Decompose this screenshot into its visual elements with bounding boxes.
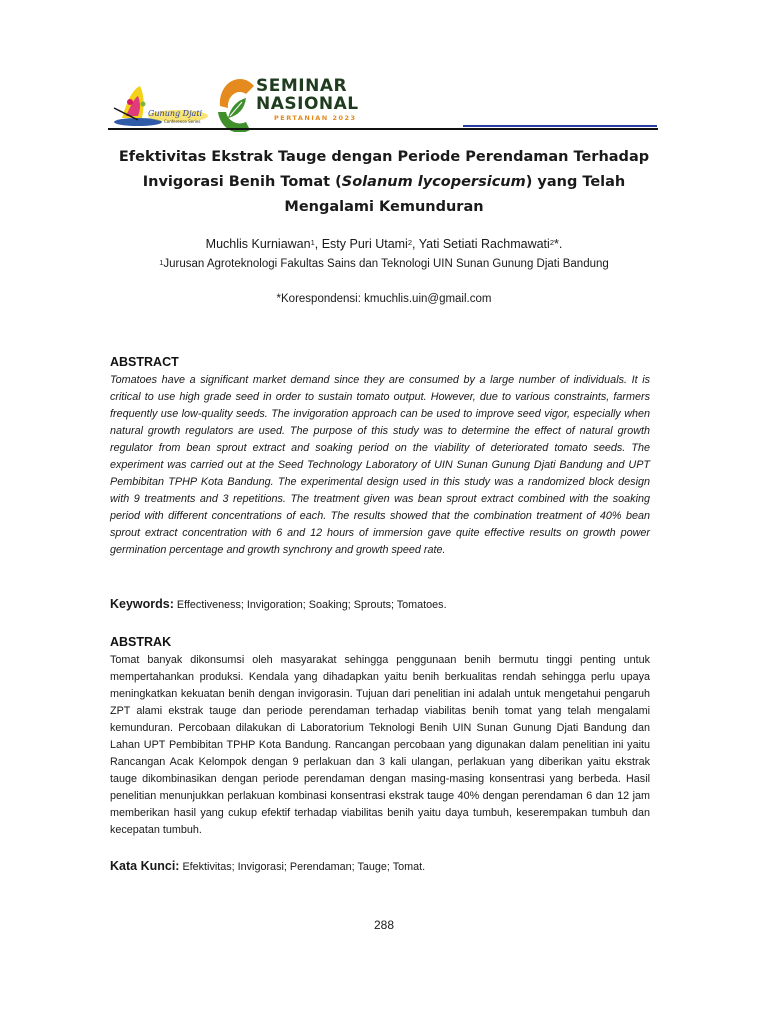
kata-kunci-label: Kata Kunci: [110,859,180,873]
kata-kunci [110,858,425,875]
title-part1: Efektivitas Ekstrak Tauge dengan Periode Perendaman Terhadap Invigorasi Benih Tomat ( [118,149,650,190]
author-1: Muchlis Kurniawan [205,237,311,251]
affiliation-sup: 1 [159,258,164,267]
paper-title [110,145,658,220]
leaf-emblem-icon [216,72,256,132]
abstract-heading: ABSTRACT [110,355,179,369]
gunung-djati-logo-icon [108,78,213,130]
author-3-sup: 2 [549,238,554,247]
logo-left-text: Gunung Djati [148,109,203,118]
kata-kunci-value: Efektivitas; Invigorasi; Perendaman; Tauge; Tomat. [179,861,426,873]
keywords [110,596,447,613]
affiliation [110,256,658,272]
author-1-sup: 1 [310,238,315,247]
author-2: , Esty Puri Utami [314,237,408,251]
page-header [108,72,658,132]
header-blue-rule [463,125,657,127]
affiliation-text: Jurusan Agroteknologi Fakultas Sains dan Teknologi UIN Sunan Gunung Djati Bandung [163,258,609,270]
seminar-nasional-logo [216,72,359,132]
title-species: Solanum lycopersicum [341,174,526,190]
keywords-label: Keywords: [110,597,174,611]
correspondence: *Korespondensi: kmuchlis.uin@gmail.com [276,293,492,305]
abstract-body: Tomatoes have a significant market demand since they are consumed by a large number of individuals. It is critical to use high grade seed in order to sustain tomato output. However, due to various constraints, farmers frequently use low-quality seeds. The invigoration approach can be used to improve seed vigor, especially when natural growth regulators are used. The purpose of this study was to determine the effect of natural growth regulator from bean sprout extract and soaking period on the viability of deteriorated tomato seeds. The experiment was carried out at the Seed Technology Laboratory of UIN Sunan Gunung Djati Bandung and UPT Pembibitan TPHP Kota Bandung. The experimental design used in this study was a randomized block design with 9 treatments and 3 repetitions. The treatment given was bean sprout extract combined with the soaking period with different concentrations of each. The results showed that the combination treatment of 40% bean sprout extract concentration with 6 and 12 hours of immersion gave quite effective results on growth power germination percentage and growth synchrony and growth speed rate. [110,374,650,556]
author-3: , Yati Setiati Rachmawati [412,237,550,251]
author-2-sup: 2 [407,238,413,247]
abstrak-heading: ABSTRAK [110,635,172,649]
seminar-line2: NASIONAL [256,94,359,114]
keywords-value: Effectiveness; Invigoration; Soaking; Sprouts; Tomatoes. [173,599,447,611]
header-black-rule [108,128,658,130]
title-part2: ) yang Telah Mengalami Kemunduran [284,174,626,215]
logo-left-subtext: Conference Series [164,119,201,124]
abstrak-body: Tomat banyak dikonsumsi oleh masyarakat sehingga penggunaan benih bermutu tinggi penting untuk mempertahankan produksi. Kendala yang dihadapkan yaitu benih berkualitas rendah sehingga perlu upaya meningkatkan kekuatan benih dengan invigorasin. Tujuan dari penelitian ini adalah untuk mengetahui pengaruh ZPT alami ekstrak tauge dan periode perendaman terhadap viabilitas benih tomat yang telah mengalami kemunduran. Percobaan dilakukan di Laboratorium Teknologi Benih UIN Sunan Gunung Djati Bandung dan Lahan UPT Pembibitan TPHP Kota Bandung. Rancangan percobaan yang digunakan dalam penelitian ini yaitu Rancangan Acak Kelompok dengan 9 perlakuan dan 3 kali ulangan, perlakuan yang diberikan yaitu ekstrak tauge dikombinasikan dengan periode perendaman dengan masing-masing konsentrasi yang berbeda. Hasil penelitian menunjukkan perlakuan kombinasi konsentrasi ekstrak tauge 40% dengan perendaman 6 dan 12 jam memberikan hasil yang cukup efektif terhadap viabilitas benih yaitu daya tumbuh, keserempakan tumbuh dan kecepatan tumbuh. [110,654,650,836]
seminar-line1: SEMINAR [256,76,348,96]
author-3-tail: *. [553,237,563,251]
page-number: 288 [373,918,395,932]
author-list [110,235,658,253]
seminar-line3: PERTANIAN 2023 [274,114,357,122]
